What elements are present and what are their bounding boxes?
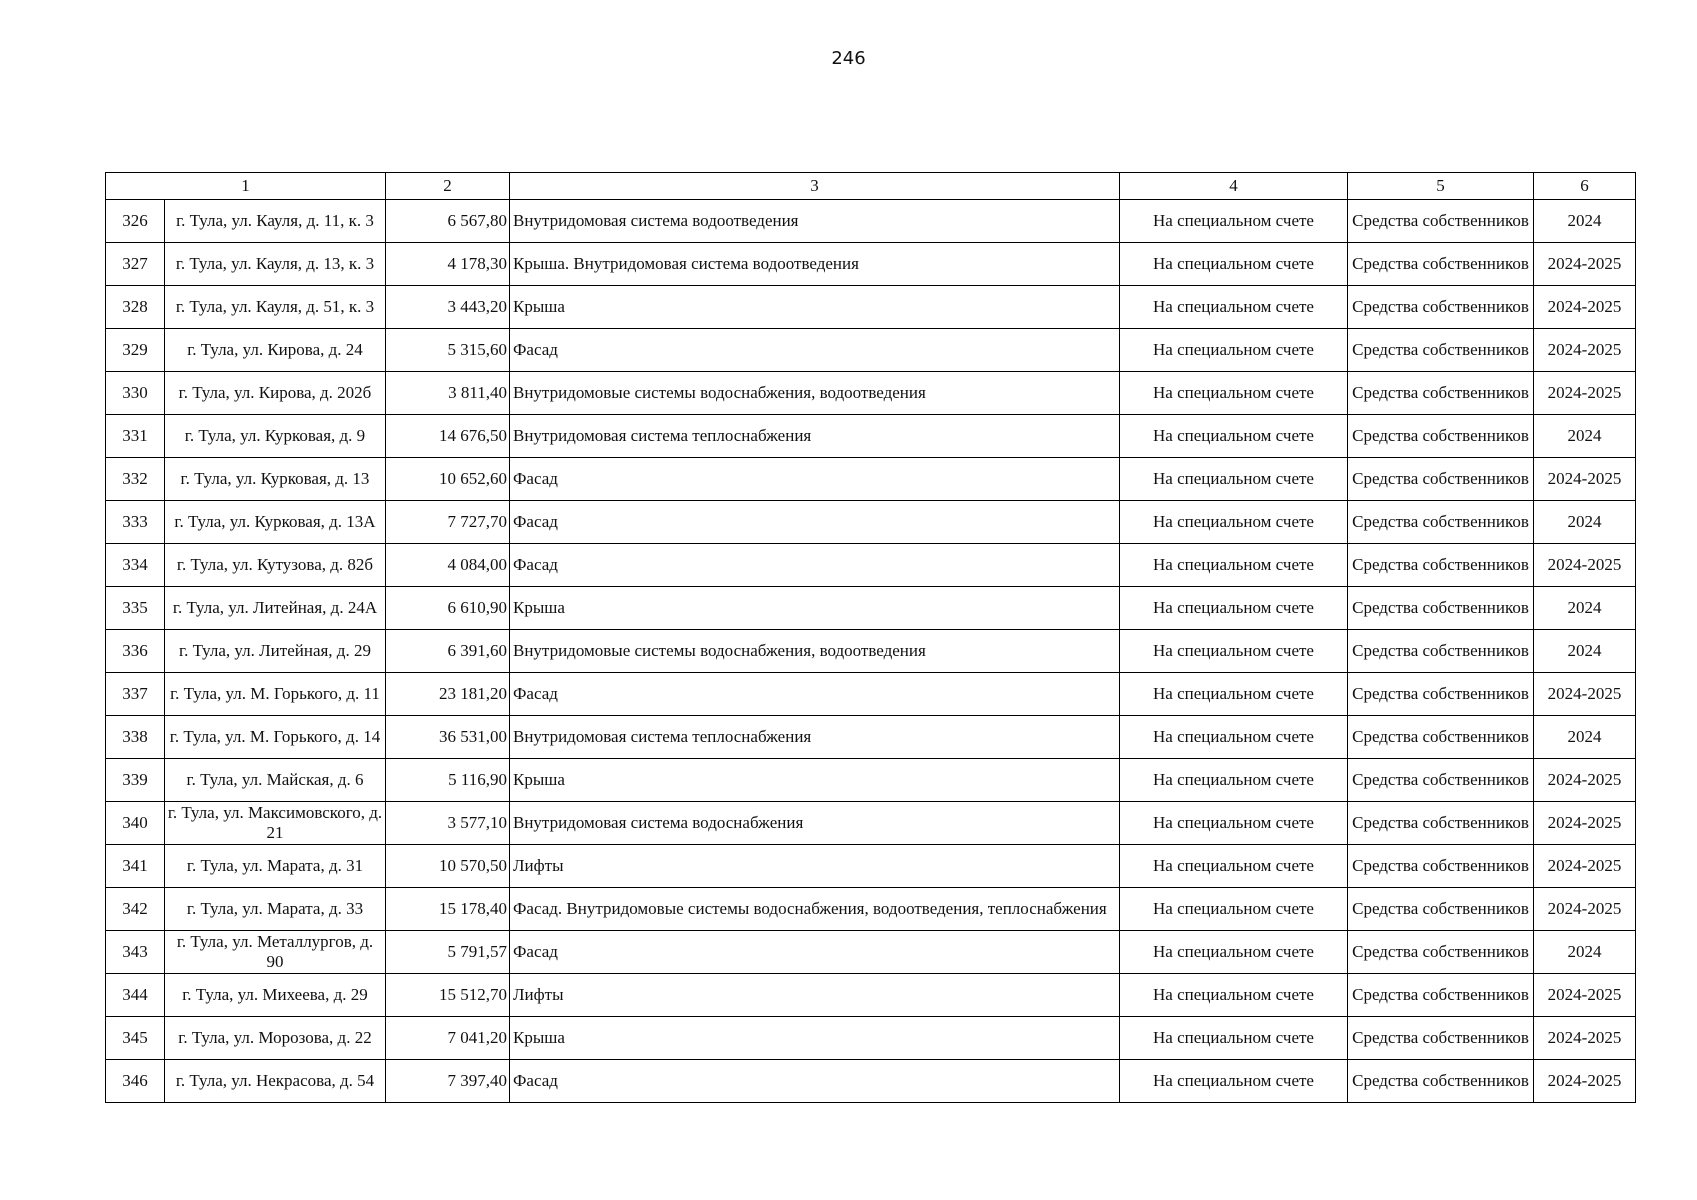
years-cell: 2024-2025 [1534, 544, 1636, 587]
funding-source-cell: Средства собственников [1348, 802, 1534, 845]
address-cell: г. Тула, ул. Некрасова, д. 54 [165, 1060, 386, 1103]
years-cell: 2024-2025 [1534, 845, 1636, 888]
works-cell: Крыша [510, 759, 1120, 802]
table-row [106, 1017, 1636, 1060]
row-number: 331 [106, 415, 165, 458]
table-row [106, 329, 1636, 372]
area-cell: 7 727,70 [386, 501, 510, 544]
funding-source-cell: Средства собственников [1348, 845, 1534, 888]
row-number: 338 [106, 716, 165, 759]
header-row [106, 173, 1636, 200]
row-number: 330 [106, 372, 165, 415]
row-number: 344 [106, 974, 165, 1017]
works-cell: Лифты [510, 845, 1120, 888]
works-cell: Внутридомовая система теплоснабжения [510, 716, 1120, 759]
table-row [106, 802, 1636, 845]
works-cell: Фасад [510, 673, 1120, 716]
address-cell: г. Тула, ул. Кирова, д. 24 [165, 329, 386, 372]
table-row [106, 415, 1636, 458]
works-cell: Фасад [510, 544, 1120, 587]
address-cell: г. Тула, ул. Морозова, д. 22 [165, 1017, 386, 1060]
table-row [106, 372, 1636, 415]
header-col-5: 5 [1348, 173, 1534, 200]
fund-method-cell: На специальном счете [1120, 501, 1348, 544]
years-cell: 2024-2025 [1534, 372, 1636, 415]
header-col-1: 1 [106, 173, 386, 200]
table-row [106, 286, 1636, 329]
row-number: 340 [106, 802, 165, 845]
works-cell: Крыша [510, 286, 1120, 329]
table-row [106, 243, 1636, 286]
table-row [106, 759, 1636, 802]
funding-source-cell: Средства собственников [1348, 501, 1534, 544]
funding-source-cell: Средства собственников [1348, 630, 1534, 673]
address-cell: г. Тула, ул. Литейная, д. 29 [165, 630, 386, 673]
area-cell: 23 181,20 [386, 673, 510, 716]
fund-method-cell: На специальном счете [1120, 974, 1348, 1017]
row-number: 326 [106, 200, 165, 243]
address-cell: г. Тула, ул. Майская, д. 6 [165, 759, 386, 802]
table-row [106, 200, 1636, 243]
years-cell: 2024 [1534, 630, 1636, 673]
area-cell: 7 397,40 [386, 1060, 510, 1103]
years-cell: 2024-2025 [1534, 286, 1636, 329]
funding-source-cell: Средства собственников [1348, 243, 1534, 286]
fund-method-cell: На специальном счете [1120, 673, 1348, 716]
fund-method-cell: На специальном счете [1120, 243, 1348, 286]
funding-source-cell: Средства собственников [1348, 329, 1534, 372]
funding-source-cell: Средства собственников [1348, 587, 1534, 630]
area-cell: 6 610,90 [386, 587, 510, 630]
address-cell: г. Тула, ул. Металлургов, д. 90 [165, 931, 386, 974]
funding-source-cell: Средства собственников [1348, 1017, 1534, 1060]
row-number: 329 [106, 329, 165, 372]
area-cell: 36 531,00 [386, 716, 510, 759]
fund-method-cell: На специальном счете [1120, 759, 1348, 802]
years-cell: 2024-2025 [1534, 888, 1636, 931]
funding-source-cell: Средства собственников [1348, 372, 1534, 415]
fund-method-cell: На специальном счете [1120, 286, 1348, 329]
fund-method-cell: На специальном счете [1120, 845, 1348, 888]
row-number: 336 [106, 630, 165, 673]
years-cell: 2024-2025 [1534, 1017, 1636, 1060]
funding-source-cell: Средства собственников [1348, 974, 1534, 1017]
table-row [106, 974, 1636, 1017]
page-number: 246 [831, 48, 866, 69]
address-cell: г. Тула, ул. Кауля, д. 51, к. 3 [165, 286, 386, 329]
works-cell: Внутридомовая система теплоснабжения [510, 415, 1120, 458]
row-number: 335 [106, 587, 165, 630]
row-number: 341 [106, 845, 165, 888]
area-cell: 6 391,60 [386, 630, 510, 673]
address-cell: г. Тула, ул. М. Горького, д. 14 [165, 716, 386, 759]
capital-repair-table [105, 172, 1636, 1103]
row-number: 343 [106, 931, 165, 974]
table-row [106, 544, 1636, 587]
fund-method-cell: На специальном счете [1120, 372, 1348, 415]
works-cell: Фасад [510, 931, 1120, 974]
works-cell: Фасад [510, 458, 1120, 501]
area-cell: 5 116,90 [386, 759, 510, 802]
works-cell: Внутридомовая система водоотведения [510, 200, 1120, 243]
address-cell: г. Тула, ул. Кирова, д. 202б [165, 372, 386, 415]
table-row [106, 630, 1636, 673]
fund-method-cell: На специальном счете [1120, 544, 1348, 587]
area-cell: 14 676,50 [386, 415, 510, 458]
works-cell: Крыша. Внутридомовая система водоотведения [510, 243, 1120, 286]
row-number: 337 [106, 673, 165, 716]
area-cell: 15 512,70 [386, 974, 510, 1017]
row-number: 346 [106, 1060, 165, 1103]
address-cell: г. Тула, ул. Марата, д. 33 [165, 888, 386, 931]
works-cell: Внутридомовые системы водоснабжения, водоотведения [510, 372, 1120, 415]
fund-method-cell: На специальном счете [1120, 716, 1348, 759]
header-col-2: 2 [386, 173, 510, 200]
row-number: 333 [106, 501, 165, 544]
years-cell: 2024-2025 [1534, 458, 1636, 501]
header-col-3: 3 [510, 173, 1120, 200]
address-cell: г. Тула, ул. Литейная, д. 24А [165, 587, 386, 630]
years-cell: 2024-2025 [1534, 243, 1636, 286]
header-col-4: 4 [1120, 173, 1348, 200]
fund-method-cell: На специальном счете [1120, 630, 1348, 673]
funding-source-cell: Средства собственников [1348, 200, 1534, 243]
years-cell: 2024 [1534, 200, 1636, 243]
area-cell: 4 084,00 [386, 544, 510, 587]
area-cell: 10 570,50 [386, 845, 510, 888]
row-number: 345 [106, 1017, 165, 1060]
area-cell: 3 811,40 [386, 372, 510, 415]
funding-source-cell: Средства собственников [1348, 759, 1534, 802]
funding-source-cell: Средства собственников [1348, 673, 1534, 716]
area-cell: 4 178,30 [386, 243, 510, 286]
address-cell: г. Тула, ул. Кутузова, д. 82б [165, 544, 386, 587]
area-cell: 3 443,20 [386, 286, 510, 329]
works-cell: Фасад [510, 501, 1120, 544]
address-cell: г. Тула, ул. Максимовского, д. 21 [165, 802, 386, 845]
header-col-6: 6 [1534, 173, 1636, 200]
years-cell: 2024-2025 [1534, 974, 1636, 1017]
funding-source-cell: Средства собственников [1348, 415, 1534, 458]
funding-source-cell: Средства собственников [1348, 286, 1534, 329]
address-cell: г. Тула, ул. Курковая, д. 13А [165, 501, 386, 544]
works-cell: Фасад [510, 329, 1120, 372]
table-row [106, 931, 1636, 974]
address-cell: г. Тула, ул. Кауля, д. 13, к. 3 [165, 243, 386, 286]
address-cell: г. Тула, ул. Михеева, д. 29 [165, 974, 386, 1017]
works-cell: Внутридомовая система водоснабжения [510, 802, 1120, 845]
row-number: 332 [106, 458, 165, 501]
fund-method-cell: На специальном счете [1120, 888, 1348, 931]
funding-source-cell: Средства собственников [1348, 931, 1534, 974]
row-number: 328 [106, 286, 165, 329]
table-row [106, 501, 1636, 544]
funding-source-cell: Средства собственников [1348, 716, 1534, 759]
fund-method-cell: На специальном счете [1120, 931, 1348, 974]
address-cell: г. Тула, ул. М. Горького, д. 11 [165, 673, 386, 716]
fund-method-cell: На специальном счете [1120, 1060, 1348, 1103]
area-cell: 5 315,60 [386, 329, 510, 372]
area-cell: 7 041,20 [386, 1017, 510, 1060]
table-row [106, 1060, 1636, 1103]
years-cell: 2024-2025 [1534, 1060, 1636, 1103]
row-number: 334 [106, 544, 165, 587]
table-row [106, 845, 1636, 888]
row-number: 342 [106, 888, 165, 931]
table-row [106, 716, 1636, 759]
years-cell: 2024 [1534, 415, 1636, 458]
fund-method-cell: На специальном счете [1120, 802, 1348, 845]
row-number: 327 [106, 243, 165, 286]
years-cell: 2024 [1534, 587, 1636, 630]
works-cell: Фасад. Внутридомовые системы водоснабжения, водоотведения, теплоснабжения [510, 888, 1120, 931]
fund-method-cell: На специальном счете [1120, 458, 1348, 501]
works-cell: Лифты [510, 974, 1120, 1017]
address-cell: г. Тула, ул. Курковая, д. 9 [165, 415, 386, 458]
funding-source-cell: Средства собственников [1348, 458, 1534, 501]
fund-method-cell: На специальном счете [1120, 200, 1348, 243]
area-cell: 3 577,10 [386, 802, 510, 845]
table-body [106, 200, 1636, 1103]
funding-source-cell: Средства собственников [1348, 888, 1534, 931]
funding-source-cell: Средства собственников [1348, 544, 1534, 587]
address-cell: г. Тула, ул. Курковая, д. 13 [165, 458, 386, 501]
address-cell: г. Тула, ул. Марата, д. 31 [165, 845, 386, 888]
table-row [106, 458, 1636, 501]
address-cell: г. Тула, ул. Кауля, д. 11, к. 3 [165, 200, 386, 243]
fund-method-cell: На специальном счете [1120, 1017, 1348, 1060]
works-cell: Фасад [510, 1060, 1120, 1103]
funding-source-cell: Средства собственников [1348, 1060, 1534, 1103]
fund-method-cell: На специальном счете [1120, 329, 1348, 372]
table-row [106, 587, 1636, 630]
years-cell: 2024 [1534, 501, 1636, 544]
area-cell: 6 567,80 [386, 200, 510, 243]
years-cell: 2024 [1534, 716, 1636, 759]
table-row [106, 673, 1636, 716]
years-cell: 2024-2025 [1534, 329, 1636, 372]
area-cell: 10 652,60 [386, 458, 510, 501]
years-cell: 2024-2025 [1534, 673, 1636, 716]
row-number: 339 [106, 759, 165, 802]
fund-method-cell: На специальном счете [1120, 415, 1348, 458]
years-cell: 2024-2025 [1534, 802, 1636, 845]
area-cell: 15 178,40 [386, 888, 510, 931]
years-cell: 2024-2025 [1534, 759, 1636, 802]
area-cell: 5 791,57 [386, 931, 510, 974]
works-cell: Внутридомовые системы водоснабжения, водоотведения [510, 630, 1120, 673]
years-cell: 2024 [1534, 931, 1636, 974]
fund-method-cell: На специальном счете [1120, 587, 1348, 630]
works-cell: Крыша [510, 1017, 1120, 1060]
works-cell: Крыша [510, 587, 1120, 630]
table-row [106, 888, 1636, 931]
